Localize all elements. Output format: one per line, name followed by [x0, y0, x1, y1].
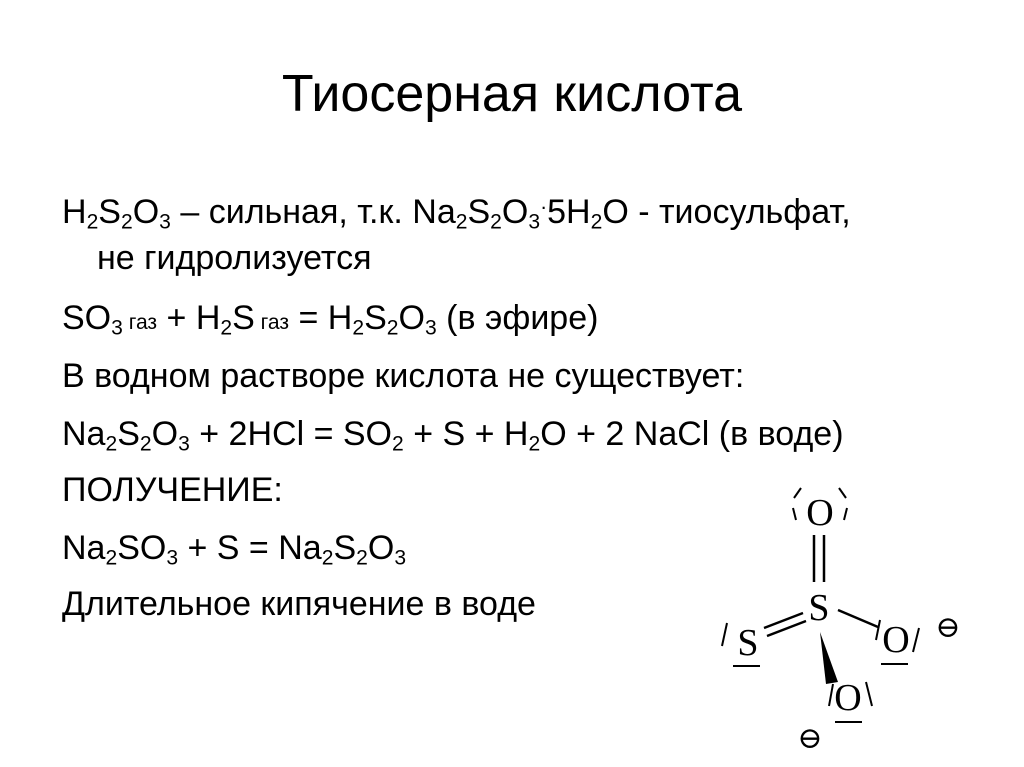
atom-s-left: S	[737, 622, 759, 664]
text-line-no-hydrolysis: не гидролизуется	[97, 239, 372, 277]
thiosulfate-structure-diagram	[700, 470, 1000, 760]
lone-pair-top-right	[839, 488, 846, 498]
lone-pair-top-left2	[793, 508, 796, 520]
text-line-aqueous-note: В водном растворе кислота не существует:	[62, 357, 745, 395]
charge-bottom: ⊖	[797, 722, 823, 755]
text-line-acid-strength: $H_2S_2O_3$ – сильная, т.к. $Na_2S_2O_3^\cdot 5H_2O$ - тиосульфат,	[62, 193, 851, 234]
text-line-preparation-heading: ПОЛУЧЕНИЕ:	[62, 471, 283, 509]
lone-pair-top-right2	[844, 508, 847, 520]
atom-s-center: S	[808, 587, 830, 629]
atom-o-bottom: O	[834, 677, 862, 719]
text-line-preparation-equation: $Na_2SO_3 + S = Na_2S_2O_3$	[62, 529, 407, 570]
atom-o-top: O	[806, 492, 834, 534]
text-line-decomposition-equation: $Na_2S_2O_3 + 2HCl = SO_2 + S + H_2O + 2$ NaCl (в воде)	[62, 415, 844, 456]
lone-pair-top-left	[794, 488, 801, 498]
text-line-boiling: Длительное кипячение в воде	[62, 585, 536, 623]
lone-pair-left-upper	[722, 623, 727, 646]
lone-pair-bottom-b	[866, 682, 872, 706]
charge-right: ⊖	[935, 611, 961, 644]
bond-s-s-double-b	[767, 621, 806, 636]
atom-o-right: O	[882, 619, 910, 661]
bond-s-s-double-a	[764, 613, 803, 628]
text-line-synthesis-ether: $SO_3$ газ + $H_2S$ газ = $H_2S_2O_3$ (в эфире)	[62, 299, 599, 340]
lone-pair-right-a	[876, 620, 880, 640]
lone-pair-bottom-a	[829, 684, 833, 706]
bond-s-o-right	[838, 610, 878, 627]
slide-title: Тиосерная кислота	[281, 65, 743, 123]
lone-pair-right-b	[913, 628, 919, 652]
